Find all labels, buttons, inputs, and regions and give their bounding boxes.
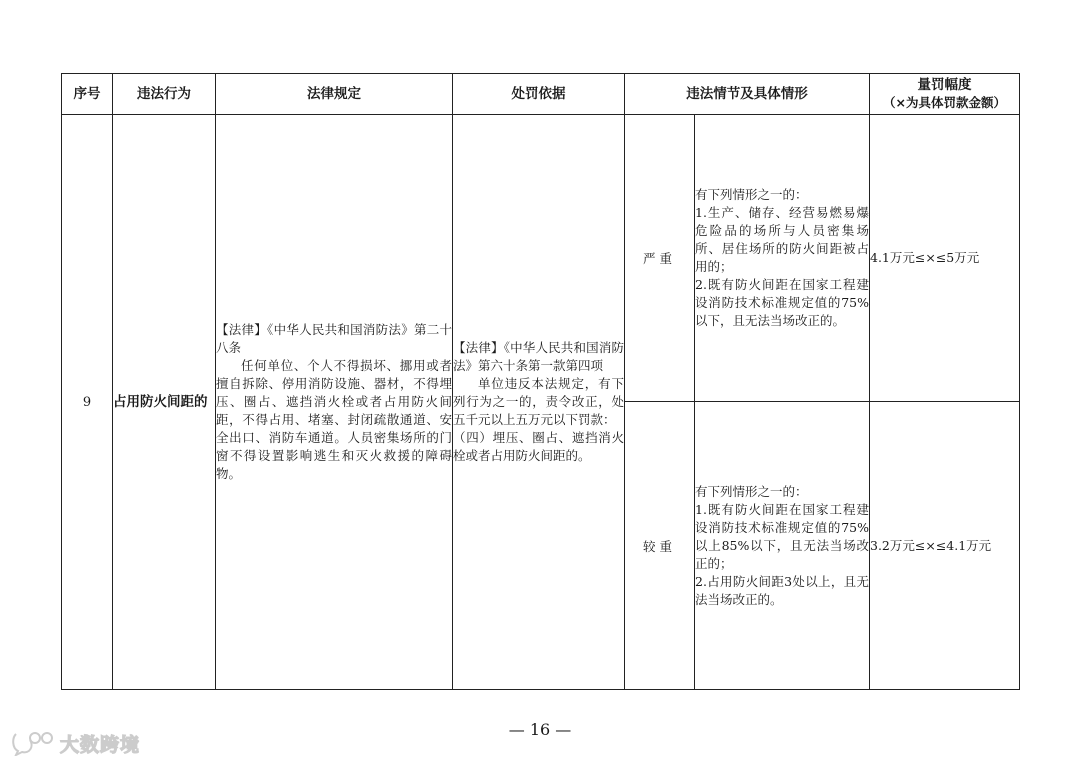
law-title: 【法律】《中华人民共和国消防法》第二十八条 [216, 322, 452, 355]
header-penalty [870, 74, 1020, 115]
watermark-text: 大数跨境 [60, 733, 141, 756]
table-header-row [62, 74, 1020, 115]
penalty-table [61, 73, 1020, 690]
detail-severe [695, 115, 870, 402]
level-severe: 严重 [625, 115, 695, 402]
level-serious: 较重 [625, 402, 695, 690]
watermark [10, 728, 140, 758]
detail-severe-item-1: 1.生产、储存、经营易燃易爆危险品的场所与人员密集场所、居住场所的防火间距被占用的； [695, 205, 869, 274]
row-behavior: 占用防火间距的 [113, 115, 216, 690]
detail-serious-item-2: 2.占用防火间距3处以上，且无法当场改正的。 [695, 573, 869, 607]
header-seq: 序号 [62, 74, 113, 115]
detail-serious [695, 402, 870, 690]
detail-serious-item-1: 1.既有防火间距在国家工程建设消防技术标准规定值的75%以上85%以下，且无法当场改正的； [695, 501, 869, 571]
row-seq: 9 [62, 115, 113, 690]
header-circumstance: 违法情节及具体情形 [625, 74, 870, 115]
header-penalty-line1: 量罚幅度 [917, 77, 972, 94]
table-row [62, 115, 1020, 402]
page-number: — 16 — [508, 720, 572, 739]
basis-item: （四）埋压、圈占、遮挡消火栓或者占用防火间距的。 [453, 430, 624, 463]
penalty-severe: 4.1万元≤×≤5万元 [870, 115, 1020, 402]
law-cell [216, 115, 453, 690]
law-body: 任何单位、个人不得损坏、挪用或者擅自拆除、停用消防设施、器材，不得埋压、圈占、遮挡消火栓或者占用防火间距，不得占用、堵塞、封闭疏散通道、安全出口、消防车通道。人员密集场所的门窗不得设置影响逃生和灭火救援的障碍物。 [216, 358, 452, 481]
detail-severe-intro: 有下列情形之一的： [695, 187, 808, 202]
chat-bubble-logo-icon [10, 730, 54, 756]
header-penalty-line2: （×为具体罚款金额） [883, 94, 1006, 110]
header-law: 法律规定 [216, 74, 453, 115]
header-behavior: 违法行为 [113, 74, 216, 115]
header-basis: 处罚依据 [453, 74, 625, 115]
detail-severe-item-2: 2.既有防火间距在国家工程建设消防技术标准规定值的75%以下，且无法当场改正的。 [695, 277, 869, 328]
basis-cell [453, 115, 625, 690]
detail-serious-intro: 有下列情形之一的： [695, 483, 808, 499]
penalty-serious: 3.2万元≤×≤4.1万元 [870, 402, 1020, 690]
basis-title: 【法律】《中华人民共和国消防法》第六十条第一款第四项 [453, 340, 624, 373]
basis-body: 单位违反本法规定，有下列行为之一的，责令改正，处五千元以上五万元以下罚款： [453, 376, 624, 427]
